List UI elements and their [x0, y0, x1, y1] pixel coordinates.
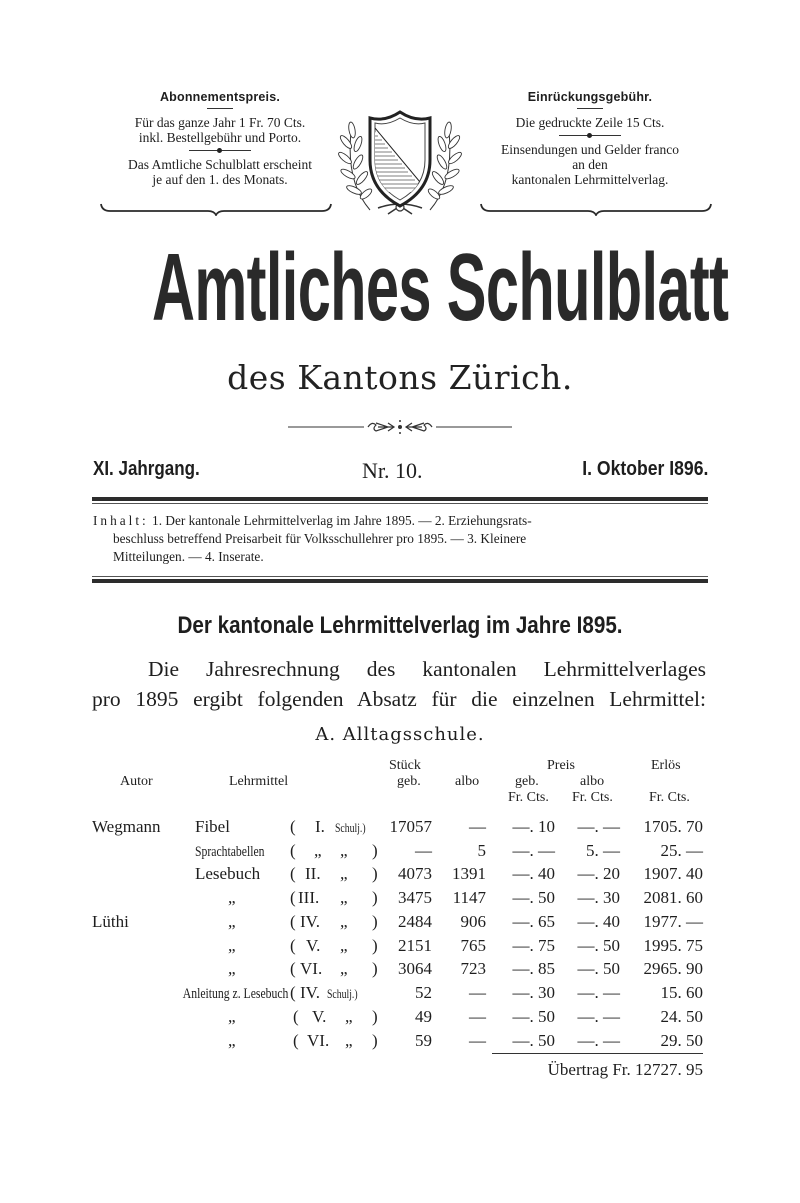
cell-stueck-geb: — [415, 841, 432, 860]
cell-open-paren: ( [290, 888, 296, 907]
cell-autor: Wegmann [92, 817, 161, 836]
insertion-fee-box [465, 90, 715, 187]
cell-erloes: 1977. — [643, 912, 703, 931]
insertion-fee-line: Die gedruckte Zeile 15 Cts. [515, 115, 665, 130]
cell-erloes: 25. — [660, 841, 703, 860]
contents-label: Inhalt: [93, 513, 149, 528]
cell-lehrmittel: Lesebuch [195, 864, 261, 883]
table-row [0, 1031, 800, 1055]
table-row [0, 864, 800, 888]
cell-schulj: Schulj.) [327, 987, 358, 1001]
cell-preis-geb: —. — [512, 841, 555, 860]
masthead-title: Amtliches Schulblatt [152, 234, 729, 341]
subscription-line: inkl. Bestellgebühr und Porto. [138, 130, 302, 145]
cell-erloes: 29. 50 [660, 1031, 703, 1050]
double-rule [92, 497, 708, 504]
publication-line: Das Amtliche Schulblatt erscheint [127, 157, 313, 172]
cell-stueck-geb: 52 [415, 983, 432, 1002]
cell-lehrmittel: „ [228, 1031, 236, 1050]
cell-preis-geb: —. 65 [512, 912, 555, 931]
cell-lehrmittel: Sprachtabellen [195, 844, 265, 860]
cell-open-paren: ( [290, 912, 296, 931]
cell-preis-geb: —. 30 [512, 983, 555, 1002]
cell-stueck-geb: 49 [415, 1007, 432, 1026]
cell-klasse: I. [315, 817, 325, 836]
cell-klasse: IV. [300, 912, 320, 931]
header-lehrmittel: Lehrmittel [229, 774, 289, 789]
issue-number: Nr. 10. [362, 458, 423, 483]
cell-schulj: „ [345, 1007, 353, 1026]
cell-lehrmittel: Fibel [195, 817, 230, 836]
cell-stueck-geb: 3064 [398, 959, 432, 978]
subscription-line: Für das ganze Jahr 1 Fr. 70 Cts. [134, 115, 306, 130]
cell-preis-albo: —. 40 [577, 912, 620, 931]
cell-stueck-geb: 4073 [398, 864, 432, 883]
table-row [0, 983, 800, 1007]
cell-lehrmittel: Anleitung z. Lesebuch [182, 986, 288, 1002]
header-preis: Preis [547, 758, 575, 773]
paragraph-line: pro 1895 ergibt folgenden Absatz für die einzelnen Lehrmittel: [92, 687, 706, 711]
cell-preis-albo: —. — [577, 1031, 620, 1050]
cell-close-paren: ) [372, 959, 378, 978]
cell-erloes: 1907. 40 [643, 864, 703, 883]
header-preis-geb-unit: Fr. Cts. [508, 790, 549, 805]
header-erloes-unit: Fr. Cts. [649, 790, 690, 805]
cell-klasse: V. [306, 936, 321, 955]
table-row [0, 936, 800, 960]
sum-rule [492, 1053, 703, 1054]
table-row [0, 817, 800, 841]
cell-preis-albo: —. 50 [577, 959, 620, 978]
cell-schulj: „ [340, 841, 348, 860]
header-stueck-geb: geb. [397, 774, 421, 789]
cell-erloes: 15. 60 [660, 983, 703, 1002]
cell-klasse: VI. [300, 959, 323, 978]
header-stueck: Stück [389, 758, 421, 773]
cell-erloes: 1995. 75 [643, 936, 703, 955]
cell-open-paren: ( [290, 936, 296, 955]
submission-line: kantonalen Lehrmittelverlag. [511, 172, 669, 187]
table-row [0, 959, 800, 983]
header-preis-geb: geb. [515, 774, 539, 789]
cell-stueck-geb: 59 [415, 1031, 432, 1050]
cell-stueck-albo: 906 [460, 912, 486, 931]
header-autor: Autor [120, 774, 153, 789]
cell-preis-albo: —. 20 [577, 864, 620, 883]
cell-lehrmittel: „ [228, 912, 236, 931]
cell-schulj: „ [340, 936, 348, 955]
cell-preis-geb: —. 50 [512, 1031, 555, 1050]
cell-erloes: 2081. 60 [643, 888, 703, 907]
cell-preis-albo: 5. — [586, 841, 620, 860]
cell-schulj: Schulj.) [335, 821, 366, 835]
cell-preis-albo: —. 30 [577, 888, 620, 907]
cell-close-paren: ) [372, 1007, 378, 1026]
header-stueck-albo: albo [455, 774, 480, 789]
cell-open-paren: ( [290, 864, 296, 883]
cell-autor: Lüthi [92, 912, 129, 931]
contents-line: 1. Der kantonale Lehrmittelverlag im Jahre 1895. — 2. Erziehungsrats- [152, 513, 532, 528]
cell-close-paren: ) [372, 912, 378, 931]
masthead-subtitle: des Kantons Zürich. [227, 358, 573, 397]
cell-open-paren: ( [293, 1031, 299, 1050]
cell-klasse: „ [314, 841, 322, 860]
cell-close-paren: ) [372, 864, 378, 883]
article-title: Der kantonale Lehrmittelverlag im Jahre I895. [177, 612, 623, 639]
cell-close-paren: ) [372, 1031, 378, 1050]
cell-close-paren: ) [372, 841, 378, 860]
contents-line: Mitteilungen. — 4. Inserate. [113, 549, 264, 564]
short-rule [207, 108, 233, 109]
cell-erloes: 1705. 70 [643, 817, 703, 836]
cell-stueck-geb: 3475 [398, 888, 432, 907]
issue-date: I. Oktober I896. [581, 458, 708, 480]
cell-open-paren: ( [290, 983, 296, 1002]
cell-open-paren: ( [293, 1007, 299, 1026]
cell-close-paren: ) [372, 936, 378, 955]
insertion-fee-heading: Einrückungsgebühr. [527, 90, 653, 104]
cell-stueck-albo: 1391 [452, 864, 486, 883]
double-rule [92, 576, 708, 583]
article-paragraph [92, 654, 706, 714]
paragraph-line: Die Jahresrechnung des kantonalen Lehrmittelverlages [148, 657, 706, 681]
cell-lehrmittel: „ [228, 959, 236, 978]
flourish-divider-icon [288, 417, 512, 437]
submission-line: Einsendungen und Gelder franco [500, 142, 680, 157]
short-rule [577, 108, 603, 109]
cell-preis-albo: —. 50 [577, 936, 620, 955]
cell-schulj: „ [340, 864, 348, 883]
cell-preis-geb: —. 50 [512, 888, 555, 907]
cell-klasse: V. [312, 1007, 327, 1026]
cell-erloes: 24. 50 [660, 1007, 703, 1026]
contents-line: beschluss betreffend Preisarbeit für Volksschullehrer pro 1895. — 3. Kleinere [113, 531, 527, 546]
cell-stueck-albo: — [469, 1031, 486, 1050]
submission-line: an den [572, 157, 608, 172]
cell-preis-albo: —. — [577, 817, 620, 836]
cell-stueck-albo: — [469, 817, 486, 836]
cell-stueck-albo: 723 [460, 959, 486, 978]
cell-open-paren: ( [290, 959, 296, 978]
carry-over-total: Übertrag Fr. 12727. 95 [547, 1060, 703, 1079]
cell-open-paren: ( [290, 817, 296, 836]
cell-lehrmittel: „ [228, 888, 236, 907]
table-row [0, 1007, 800, 1031]
header-preis-albo-unit: Fr. Cts. [572, 790, 613, 805]
brace-underline-icon [480, 202, 712, 216]
cell-schulj: „ [340, 888, 348, 907]
subscription-heading: Abonnementspreis. [159, 90, 281, 104]
cell-schulj: „ [345, 1031, 353, 1050]
cell-preis-geb: —. 85 [512, 959, 555, 978]
subscription-price-box [100, 90, 340, 187]
cell-preis-geb: —. 75 [512, 936, 555, 955]
cell-preis-geb: —. 50 [512, 1007, 555, 1026]
cell-schulj: „ [340, 912, 348, 931]
volume-label: XI. Jahrgang. [93, 458, 200, 480]
cell-stueck-geb: 2484 [398, 912, 432, 931]
coat-of-arms-icon [330, 110, 470, 220]
cell-lehrmittel: „ [228, 1007, 236, 1026]
cell-stueck-geb: 17057 [389, 817, 432, 836]
cell-stueck-albo: 765 [460, 936, 486, 955]
cell-open-paren: ( [290, 841, 296, 860]
dot-rule [559, 135, 621, 136]
cell-preis-geb: —. 10 [512, 817, 555, 836]
cell-lehrmittel: „ [228, 936, 236, 955]
cell-stueck-albo: — [469, 983, 486, 1002]
cell-preis-albo: —. — [577, 983, 620, 1002]
table-row [0, 888, 800, 912]
header-erloes: Erlös [651, 758, 681, 773]
table-row [0, 841, 800, 865]
cell-klasse: IV. [300, 983, 320, 1002]
table-row [0, 912, 800, 936]
section-heading: A. Alltagsschule. [315, 724, 485, 745]
publication-line: je auf den 1. des Monats. [152, 172, 288, 187]
cell-preis-geb: —. 40 [512, 864, 555, 883]
cell-stueck-albo: 1147 [452, 888, 486, 907]
cell-preis-albo: —. — [577, 1007, 620, 1026]
dot-rule [189, 150, 251, 151]
cell-erloes: 2965. 90 [643, 959, 703, 978]
header-preis-albo: albo [580, 774, 605, 789]
cell-klasse: VI. [307, 1031, 330, 1050]
cell-stueck-albo: — [469, 1007, 486, 1026]
brace-underline-icon [100, 202, 332, 216]
cell-stueck-albo: 5 [477, 841, 486, 860]
cell-schulj: „ [340, 959, 348, 978]
cell-klasse: II. [305, 864, 321, 883]
cell-klasse: III. [298, 888, 320, 907]
cell-stueck-geb: 2151 [398, 936, 432, 955]
cell-close-paren: ) [372, 888, 378, 907]
table-of-contents [93, 512, 705, 566]
